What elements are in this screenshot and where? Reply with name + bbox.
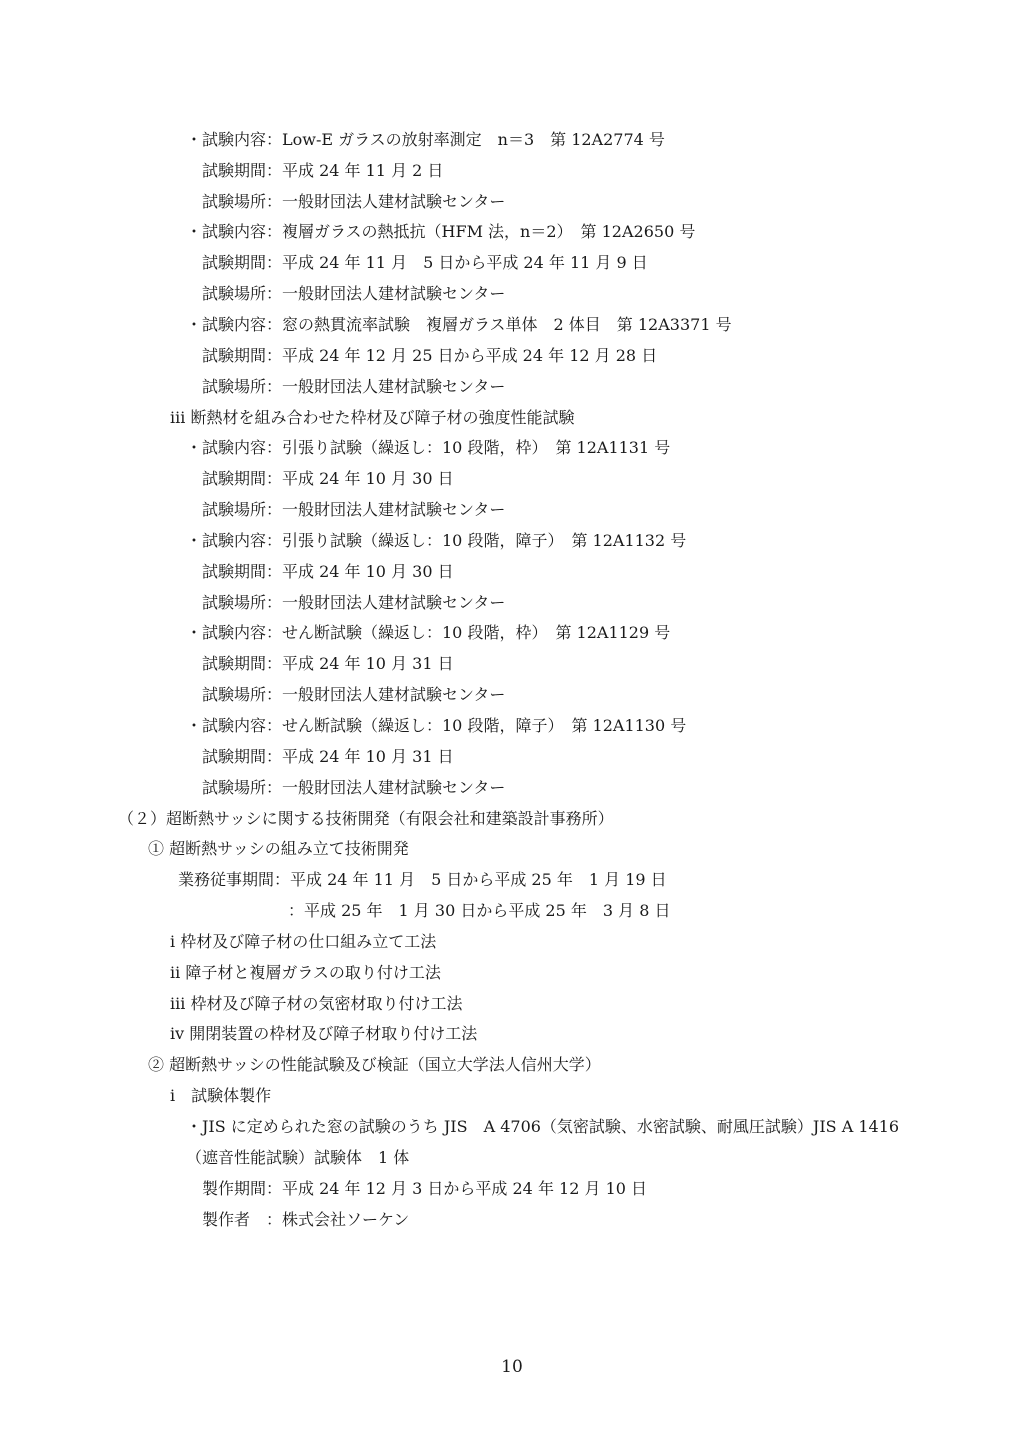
- test-location-line: 試験場所：一般財団法人建材試験センター: [202, 284, 506, 303]
- list-item: ⅲ 枠材及び障子材の気密材取り付け工法: [170, 994, 463, 1013]
- list-item: ⅰ 枠材及び障子材の仕口組み立て工法: [170, 932, 437, 951]
- production-period-line: 製作期間：平成 24 年 12 月 3 日から平成 24 年 12 月 10 日: [202, 1179, 648, 1198]
- section-heading: （２）超断熱サッシに関する技術開発（有限会社和建築設計事務所）: [118, 809, 614, 828]
- list-item: ⅳ 開閉装置の枠材及び障子材取り付け工法: [170, 1024, 478, 1043]
- test-item-line: ・試験内容：複層ガラスの熱抵抗（HFM 法，n＝2） 第 12A2650 号: [186, 222, 696, 241]
- test-item-line: ・試験内容：せん断試験（繰返し：10 段階，障子） 第 12A1130 号: [186, 716, 687, 735]
- work-period-line: 業務従事期間：平成 24 年 11 月 5 日から平成 25 年 1 月 19 日: [178, 870, 667, 889]
- test-location-line: 試験場所：一般財団法人建材試験センター: [202, 778, 506, 797]
- test-item-line: ・試験内容：窓の熱貫流率試験 複層ガラス単体 2 体目 第 12A3371 号: [186, 315, 732, 334]
- test-item-line: （遮音性能試験）試験体 1 体: [186, 1148, 410, 1167]
- producer-line: 製作者 ：株式会社ソーケン: [202, 1210, 410, 1229]
- test-item-line: ・試験内容：せん断試験（繰返し：10 段階，枠） 第 12A1129 号: [186, 623, 671, 642]
- page-number: 10: [501, 1357, 523, 1377]
- test-item-line: ・試験内容：引張り試験（繰返し：10 段階，枠） 第 12A1131 号: [186, 438, 671, 457]
- test-period-line: 試験期間：平成 24 年 11 月 5 日から平成 24 年 11 月 9 日: [202, 253, 648, 272]
- test-item-line: ・試験内容：Low-E ガラスの放射率測定 n＝3 第 12A2774 号: [186, 130, 665, 149]
- test-location-line: 試験場所：一般財団法人建材試験センター: [202, 377, 506, 396]
- test-location-line: 試験場所：一般財団法人建材試験センター: [202, 685, 506, 704]
- test-item-line: ・試験内容：引張り試験（繰返し：10 段階，障子） 第 12A1132 号: [186, 531, 687, 550]
- list-item: ⅱ 障子材と複層ガラスの取り付け工法: [170, 963, 441, 982]
- subsection-heading: ② 超断熱サッシの性能試験及び検証（国立大学法人信州大学）: [148, 1055, 601, 1074]
- test-location-line: 試験場所：一般財団法人建材試験センター: [202, 192, 506, 211]
- test-period-line: 試験期間：平成 24 年 10 月 30 日: [202, 562, 454, 581]
- subsection-heading: ⅲ 断熱材を組み合わせた枠材及び障子材の強度性能試験: [170, 408, 575, 427]
- test-location-line: 試験場所：一般財団法人建材試験センター: [202, 593, 506, 612]
- test-location-line: 試験場所：一般財団法人建材試験センター: [202, 500, 506, 519]
- test-period-line: 試験期間：平成 24 年 10 月 31 日: [202, 654, 454, 673]
- test-period-line: 試験期間：平成 24 年 10 月 30 日: [202, 469, 454, 488]
- list-item: ⅰ 試験体製作: [170, 1086, 272, 1105]
- subsection-heading: ① 超断熱サッシの組み立て技術開発: [148, 839, 409, 858]
- test-period-line: 試験期間：平成 24 年 10 月 31 日: [202, 747, 454, 766]
- test-item-line: ・JIS に定められた窓の試験のうち JIS A 4706（気密試験、水密試験、耐風圧試験）JIS A 1416: [186, 1117, 900, 1136]
- test-period-line: 試験期間：平成 24 年 12 月 25 日から平成 24 年 12 月 28 日: [202, 346, 658, 365]
- test-period-line: 試験期間：平成 24 年 11 月 2 日: [202, 161, 444, 180]
- work-period-line: ：平成 25 年 1 月 30 日から平成 25 年 3 月 8 日: [288, 901, 671, 920]
